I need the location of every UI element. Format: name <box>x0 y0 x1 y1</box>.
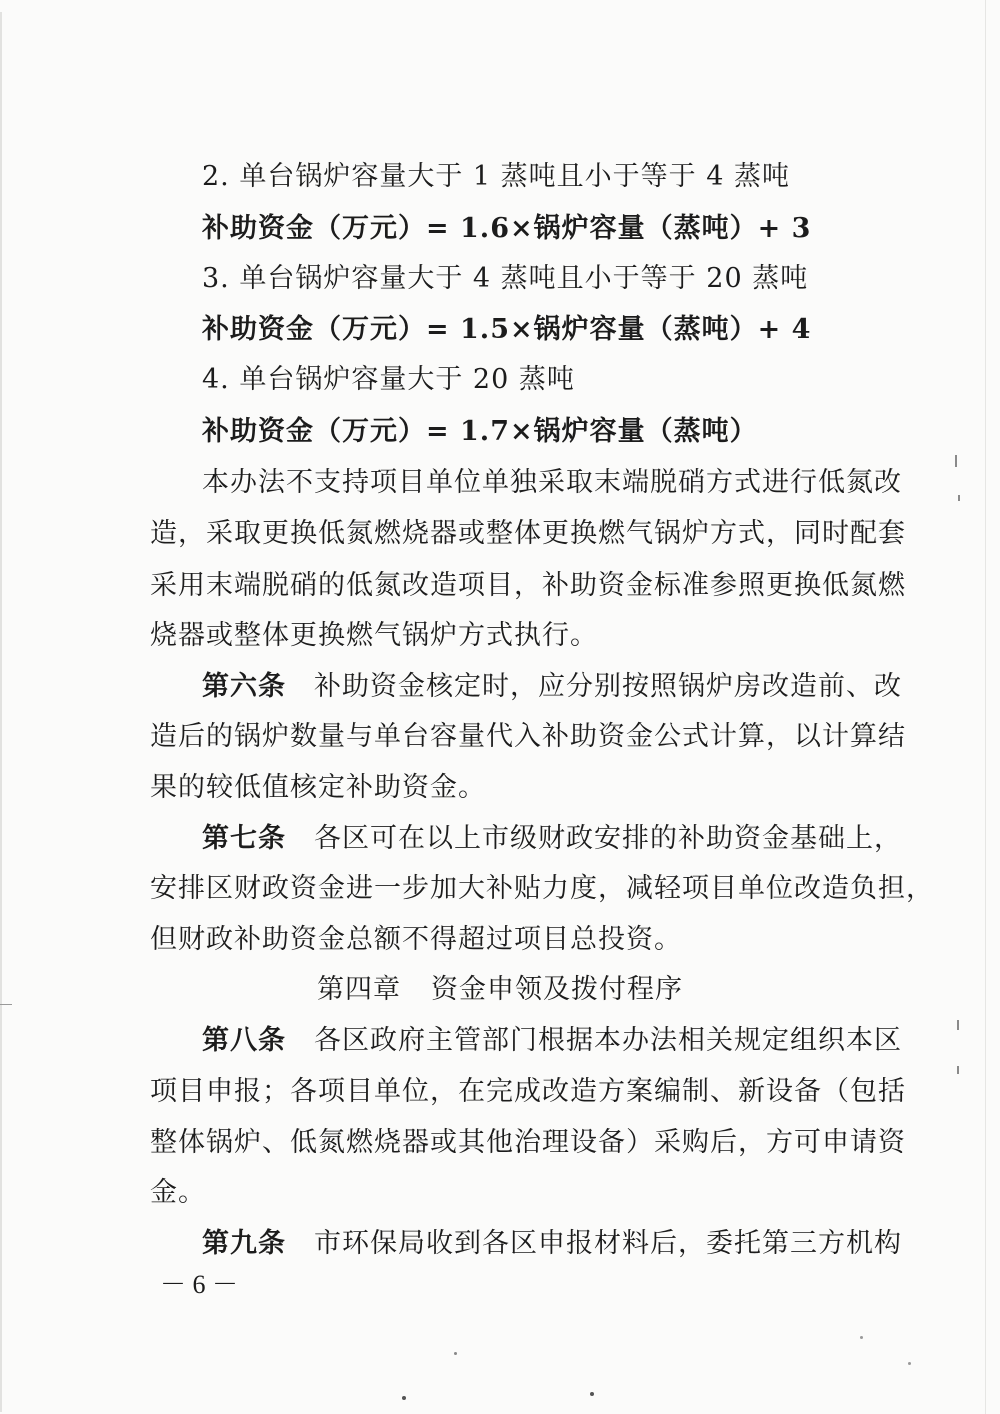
article-8-line-1: 各区政府主管部门根据本办法相关规定组织本区 <box>314 1025 902 1056</box>
scan-edge-right <box>985 0 986 1414</box>
article-6-label: 第六条 <box>202 671 286 702</box>
article-6-line-3: 果的较低值核定补助资金。 <box>150 772 486 803</box>
item-3-condition: 3. 单台锅炉容量大于 4 蒸吨且小于等于 20 蒸吨 <box>202 263 809 294</box>
article-8-first-line <box>202 1025 902 1056</box>
scan-speck <box>957 1020 959 1030</box>
scan-speck <box>955 455 957 467</box>
note-line-3: 采用末端脱硝的低氮改造项目，补助资金标准参照更换低氮燃 <box>150 570 906 601</box>
note-line-2: 造，采取更换低氮燃烧器或整体更换燃气锅炉方式，同时配套 <box>150 518 906 549</box>
scan-speck <box>957 1066 959 1074</box>
article-6-first-line <box>202 671 902 702</box>
scan-speck <box>454 1352 457 1355</box>
scan-speck <box>860 1336 863 1339</box>
article-8-line-3: 整体锅炉、低氮燃烧器或其他治理设备）采购后，方可申请资 <box>150 1127 906 1158</box>
article-8-line-2: 项目申报；各项目单位，在完成改造方案编制、新设备（包括 <box>150 1076 906 1107</box>
item-2-formula: 补助资金（万元）= 1.6×锅炉容量（蒸吨）+ 3 <box>202 213 812 244</box>
scan-speck <box>958 495 960 501</box>
note-line-1: 本办法不支持项目单位单独采取末端脱硝方式进行低氮改 <box>202 467 902 498</box>
article-6-line-2: 造后的锅炉数量与单台容量代入补助资金公式计算，以计算结 <box>150 721 906 752</box>
note-line-4: 烧器或整体更换燃气锅炉方式执行。 <box>150 620 598 651</box>
article-7-line-3: 但财政补助资金总额不得超过项目总投资。 <box>150 924 682 955</box>
chapter-number: 第四章 <box>317 974 401 1005</box>
article-8-label: 第八条 <box>202 1025 286 1056</box>
item-4-condition: 4. 单台锅炉容量大于 20 蒸吨 <box>202 364 575 395</box>
article-9-line-1: 市环保局收到各区申报材料后，委托第三方机构 <box>314 1228 902 1259</box>
item-2-condition: 2. 单台锅炉容量大于 1 蒸吨且小于等于 4 蒸吨 <box>202 161 791 192</box>
article-9-label: 第九条 <box>202 1228 286 1259</box>
item-4-formula: 补助资金（万元）= 1.7×锅炉容量（蒸吨） <box>202 416 758 447</box>
scan-edge-left <box>0 12 2 1412</box>
article-7-first-line <box>202 823 902 854</box>
article-7-line-1: 各区可在以上市级财政安排的补助资金基础上， <box>314 823 902 854</box>
scan-speck <box>0 1004 12 1005</box>
article-9-first-line <box>202 1228 902 1259</box>
scan-speck <box>908 1362 911 1365</box>
item-3-formula: 补助资金（万元）= 1.5×锅炉容量（蒸吨）+ 4 <box>202 314 812 345</box>
scan-speck <box>402 1396 406 1400</box>
article-6-line-1: 补助资金核定时，应分别按照锅炉房改造前、改 <box>314 671 902 702</box>
chapter-heading <box>0 976 1000 1003</box>
scan-speck <box>590 1392 594 1396</box>
article-8-line-4: 金。 <box>150 1177 206 1208</box>
page-number: － 6 － <box>160 1270 239 1299</box>
chapter-title: 资金申领及拨付程序 <box>431 974 683 1005</box>
article-7-label: 第七条 <box>202 823 286 854</box>
article-7-line-2: 安排区财政资金进一步加大补贴力度，减轻项目单位改造负担， <box>150 873 934 904</box>
